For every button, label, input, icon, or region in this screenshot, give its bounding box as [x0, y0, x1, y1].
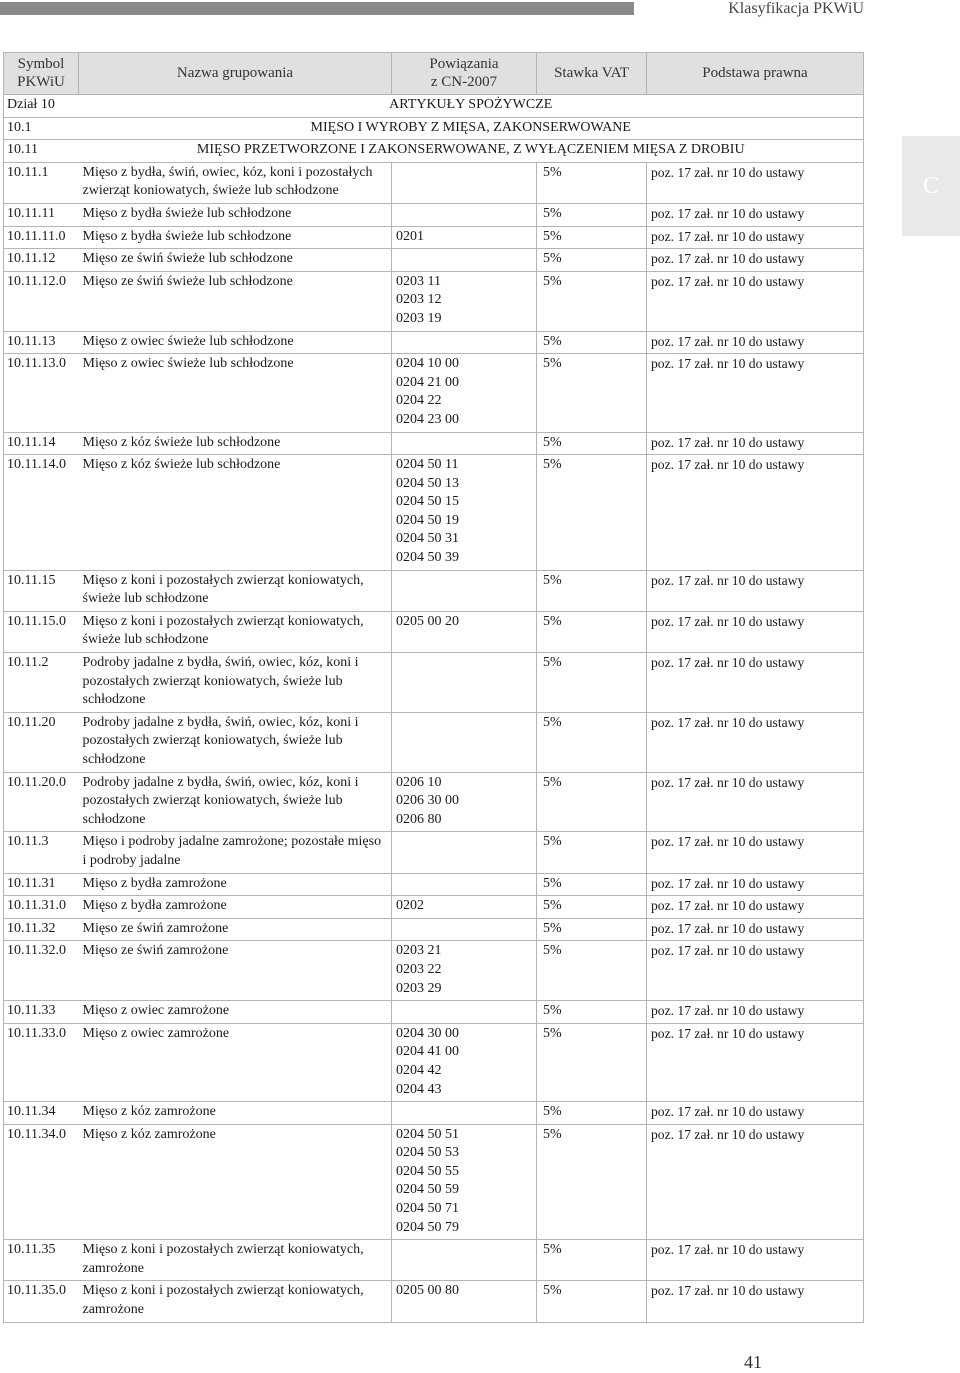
row-cn-codes [392, 249, 537, 272]
row-cn-codes [392, 918, 537, 941]
header-cn: Powiązania z CN-2007 [392, 53, 537, 95]
table-body [4, 95, 864, 1323]
row-name: Mięso ze świń świeże lub schłodzone [79, 271, 392, 331]
row-symbol: 10.11.14.0 [4, 455, 79, 571]
row-cn-codes [392, 162, 537, 203]
row-legal-basis: poz. 17 zał. nr 10 do ustawy [647, 203, 864, 226]
row-cn-codes [392, 203, 537, 226]
row-name: Podroby jadalne z bydła, świń, owiec, kóz, koni i pozostałych zwierząt koniowatych, świeże lub schłodzone [79, 772, 392, 832]
row-cn-codes [392, 1001, 537, 1024]
row-symbol: 10.11.1 [4, 162, 79, 203]
table-row [4, 249, 864, 272]
table-row [4, 570, 864, 611]
table-row [4, 162, 864, 203]
row-cn-codes: 0203 11 0203 12 0203 19 [392, 271, 537, 331]
header-symbol: Symbol PKWiU [4, 53, 79, 95]
row-legal-basis: poz. 17 zał. nr 10 do ustawy [647, 772, 864, 832]
row-symbol: 10.11.12.0 [4, 271, 79, 331]
row-name: Mięso z koni i pozostałych zwierząt koniowatych, świeże lub schłodzone [79, 570, 392, 611]
row-symbol: 10.11.35 [4, 1240, 79, 1281]
row-name: Mięso z bydła zamrożone [79, 896, 392, 919]
row-vat-rate: 5% [537, 653, 647, 713]
row-vat-rate: 5% [537, 331, 647, 354]
table-row [4, 1240, 864, 1281]
row-symbol: 10.11.32.0 [4, 941, 79, 1001]
header-bar [0, 2, 634, 15]
row-vat-rate: 5% [537, 226, 647, 249]
row-vat-rate: 5% [537, 918, 647, 941]
table-row [4, 203, 864, 226]
row-vat-rate: 5% [537, 249, 647, 272]
row-name: Mięso z owiec zamrożone [79, 1023, 392, 1101]
table-row [4, 941, 864, 1001]
row-vat-rate: 5% [537, 1124, 647, 1240]
row-legal-basis: poz. 17 zał. nr 10 do ustawy [647, 712, 864, 772]
row-cn-codes: 0206 10 0206 30 00 0206 80 [392, 772, 537, 832]
table-row [4, 832, 864, 873]
row-legal-basis: poz. 17 zał. nr 10 do ustawy [647, 432, 864, 455]
row-symbol: 10.11.34.0 [4, 1124, 79, 1240]
row-cn-codes: 0205 00 20 [392, 611, 537, 652]
row-symbol: 10.11.32 [4, 918, 79, 941]
row-cn-codes: 0201 [392, 226, 537, 249]
row-legal-basis: poz. 17 zał. nr 10 do ustawy [647, 873, 864, 896]
row-legal-basis: poz. 17 zał. nr 10 do ustawy [647, 611, 864, 652]
row-symbol: 10.11.13 [4, 331, 79, 354]
section-tab [902, 136, 960, 236]
section-title: MIĘSO I WYROBY Z MIĘSA, ZAKONSERWOWANE [79, 117, 864, 140]
page-header-title: Klasyfikacja PKWiU [728, 0, 864, 17]
row-name: Mięso z kóz zamrożone [79, 1124, 392, 1240]
row-name: Mięso z bydła świeże lub schłodzone [79, 203, 392, 226]
row-vat-rate: 5% [537, 455, 647, 571]
row-legal-basis: poz. 17 zał. nr 10 do ustawy [647, 832, 864, 873]
section-symbol: 10.11 [4, 140, 79, 163]
row-vat-rate: 5% [537, 873, 647, 896]
row-cn-codes: 0204 50 11 0204 50 13 0204 50 15 0204 50 19 0204 50 31 0204 50 39 [392, 455, 537, 571]
header-vat: Stawka VAT [537, 53, 647, 95]
table-row [4, 432, 864, 455]
section-title: ARTYKUŁY SPOŻYWCZE [79, 95, 864, 118]
pkwiu-table [3, 52, 864, 1323]
row-symbol: 10.11.35.0 [4, 1281, 79, 1322]
row-legal-basis: poz. 17 zał. nr 10 do ustawy [647, 941, 864, 1001]
row-legal-basis: poz. 17 zał. nr 10 do ustawy [647, 226, 864, 249]
row-legal-basis: poz. 17 zał. nr 10 do ustawy [647, 1124, 864, 1240]
table-row [4, 873, 864, 896]
table-row [4, 896, 864, 919]
row-symbol: 10.11.11.0 [4, 226, 79, 249]
row-name: Mięso z kóz zamrożone [79, 1102, 392, 1125]
table-row [4, 1124, 864, 1240]
table-row [4, 772, 864, 832]
table-row [4, 271, 864, 331]
row-vat-rate: 5% [537, 203, 647, 226]
section-symbol: 10.1 [4, 117, 79, 140]
row-symbol: 10.11.3 [4, 832, 79, 873]
row-name: Mięso z koni i pozostałych zwierząt koniowatych, zamrożone [79, 1240, 392, 1281]
row-vat-rate: 5% [537, 1001, 647, 1024]
row-symbol: 10.11.31 [4, 873, 79, 896]
table-row [4, 918, 864, 941]
row-symbol: 10.11.20.0 [4, 772, 79, 832]
table-row [4, 226, 864, 249]
row-name: Mięso z bydła zamrożone [79, 873, 392, 896]
section-row [4, 117, 864, 140]
row-vat-rate: 5% [537, 832, 647, 873]
row-legal-basis: poz. 17 zał. nr 10 do ustawy [647, 1240, 864, 1281]
row-symbol: 10.11.31.0 [4, 896, 79, 919]
row-name: Mięso z koni i pozostałych zwierząt koniowatych, świeże lub schłodzone [79, 611, 392, 652]
row-cn-codes: 0204 10 00 0204 21 00 0204 22 0204 23 00 [392, 354, 537, 432]
row-legal-basis: poz. 17 zał. nr 10 do ustawy [647, 1281, 864, 1322]
row-vat-rate: 5% [537, 1102, 647, 1125]
section-symbol: Dział 10 [4, 95, 79, 118]
row-name: Podroby jadalne z bydła, świń, owiec, kóz, koni i pozostałych zwierząt koniowatych, świeże lub schłodzone [79, 653, 392, 713]
row-legal-basis: poz. 17 zał. nr 10 do ustawy [647, 653, 864, 713]
table-row [4, 1281, 864, 1322]
row-legal-basis: poz. 17 zał. nr 10 do ustawy [647, 271, 864, 331]
row-name: Mięso z owiec zamrożone [79, 1001, 392, 1024]
row-symbol: 10.11.11 [4, 203, 79, 226]
row-cn-codes [392, 873, 537, 896]
row-legal-basis: poz. 17 zał. nr 10 do ustawy [647, 1023, 864, 1101]
table-row [4, 331, 864, 354]
row-name: Podroby jadalne z bydła, świń, owiec, kóz, koni i pozostałych zwierząt koniowatych, świeże lub schłodzone [79, 712, 392, 772]
row-vat-rate: 5% [537, 1023, 647, 1101]
row-cn-codes: 0202 [392, 896, 537, 919]
row-cn-codes: 0204 50 51 0204 50 53 0204 50 55 0204 50 59 0204 50 71 0204 50 79 [392, 1124, 537, 1240]
row-cn-codes: 0205 00 80 [392, 1281, 537, 1322]
row-symbol: 10.11.15 [4, 570, 79, 611]
row-vat-rate: 5% [537, 712, 647, 772]
row-vat-rate: 5% [537, 570, 647, 611]
section-row [4, 95, 864, 118]
row-vat-rate: 5% [537, 271, 647, 331]
table-row [4, 1102, 864, 1125]
row-legal-basis: poz. 17 zał. nr 10 do ustawy [647, 918, 864, 941]
row-legal-basis: poz. 17 zał. nr 10 do ustawy [647, 331, 864, 354]
row-vat-rate: 5% [537, 432, 647, 455]
table-row [4, 1001, 864, 1024]
row-symbol: 10.11.20 [4, 712, 79, 772]
table-row [4, 455, 864, 571]
row-vat-rate: 5% [537, 772, 647, 832]
row-symbol: 10.11.34 [4, 1102, 79, 1125]
row-cn-codes [392, 712, 537, 772]
row-legal-basis: poz. 17 zał. nr 10 do ustawy [647, 249, 864, 272]
table-row [4, 354, 864, 432]
row-name: Mięso z kóz świeże lub schłodzone [79, 432, 392, 455]
row-vat-rate: 5% [537, 354, 647, 432]
row-symbol: 10.11.2 [4, 653, 79, 713]
row-vat-rate: 5% [537, 896, 647, 919]
row-legal-basis: poz. 17 zał. nr 10 do ustawy [647, 896, 864, 919]
row-symbol: 10.11.33.0 [4, 1023, 79, 1101]
row-name: Mięso ze świń świeże lub schłodzone [79, 249, 392, 272]
row-name: Mięso z bydła, świń, owiec, kóz, koni i pozostałych zwierząt koniowatych, świeże lub schłodzone [79, 162, 392, 203]
row-name: Mięso z kóz świeże lub schłodzone [79, 455, 392, 571]
row-name: Mięso z bydła świeże lub schłodzone [79, 226, 392, 249]
row-vat-rate: 5% [537, 611, 647, 652]
row-symbol: 10.11.13.0 [4, 354, 79, 432]
table-row [4, 712, 864, 772]
row-vat-rate: 5% [537, 1281, 647, 1322]
row-symbol: 10.11.15.0 [4, 611, 79, 652]
row-cn-codes: 0203 21 0203 22 0203 29 [392, 941, 537, 1001]
row-name: Mięso ze świń zamrożone [79, 918, 392, 941]
row-name: Mięso ze świń zamrożone [79, 941, 392, 1001]
row-legal-basis: poz. 17 zał. nr 10 do ustawy [647, 455, 864, 571]
row-cn-codes [392, 432, 537, 455]
section-row [4, 140, 864, 163]
table-row [4, 611, 864, 652]
row-cn-codes: 0204 30 00 0204 41 00 0204 42 0204 43 [392, 1023, 537, 1101]
section-title: MIĘSO PRZETWORZONE I ZAKONSERWOWANE, Z WYŁĄCZENIEM MIĘSA Z DROBIU [79, 140, 864, 163]
row-cn-codes [392, 832, 537, 873]
row-symbol: 10.11.14 [4, 432, 79, 455]
row-legal-basis: poz. 17 zał. nr 10 do ustawy [647, 1102, 864, 1125]
section-tab-letter: C [922, 172, 939, 199]
row-symbol: 10.11.12 [4, 249, 79, 272]
row-symbol: 10.11.33 [4, 1001, 79, 1024]
row-legal-basis: poz. 17 zał. nr 10 do ustawy [647, 354, 864, 432]
row-vat-rate: 5% [537, 941, 647, 1001]
row-name: Mięso z owiec świeże lub schłodzone [79, 331, 392, 354]
row-cn-codes [392, 1102, 537, 1125]
row-vat-rate: 5% [537, 162, 647, 203]
table-row [4, 1023, 864, 1101]
row-legal-basis: poz. 17 zał. nr 10 do ustawy [647, 1001, 864, 1024]
row-name: Mięso z owiec świeże lub schłodzone [79, 354, 392, 432]
row-vat-rate: 5% [537, 1240, 647, 1281]
table-header-row [4, 53, 864, 95]
header-name: Nazwa grupowania [79, 53, 392, 95]
row-cn-codes [392, 1240, 537, 1281]
row-name: Mięso z koni i pozostałych zwierząt koniowatych, zamrożone [79, 1281, 392, 1322]
table-row [4, 653, 864, 713]
row-cn-codes [392, 570, 537, 611]
row-cn-codes [392, 653, 537, 713]
header-basis: Podstawa prawna [647, 53, 864, 95]
row-name: Mięso i podroby jadalne zamrożone; pozostałe mięso i podroby jadalne [79, 832, 392, 873]
row-legal-basis: poz. 17 zał. nr 10 do ustawy [647, 162, 864, 203]
row-legal-basis: poz. 17 zał. nr 10 do ustawy [647, 570, 864, 611]
page-number: 41 [744, 1352, 762, 1372]
row-cn-codes [392, 331, 537, 354]
